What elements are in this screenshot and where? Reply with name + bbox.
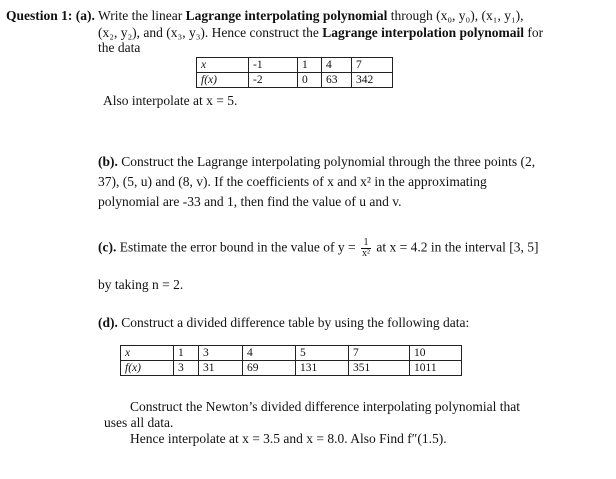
question-line-1 <box>6 7 524 24</box>
data-table-d <box>120 345 462 376</box>
table-cell: -1 <box>249 58 298 73</box>
fraction-denominator: x² <box>362 248 371 259</box>
part-d-label: (d). <box>98 315 118 330</box>
part-c-text-2: by taking n = 2. <box>98 277 184 292</box>
table-cell: 10 <box>410 346 462 361</box>
part-a-text-end: through (x₀, y₀), (x₁, y₁), <box>387 8 524 23</box>
table-cell: 4 <box>243 346 296 361</box>
table-cell: 7 <box>352 58 393 73</box>
part-a-bold-term: Lagrange interpolating polynomial <box>185 8 388 23</box>
part-b-label: (b). <box>98 154 118 169</box>
table-cell: 69 <box>243 361 296 376</box>
table-cell: 1 <box>298 58 322 73</box>
question-heading: Question 1: <box>6 8 73 23</box>
part-b-line-2 <box>98 173 487 190</box>
part-c-text-1: Estimate the error bound in the value of y = <box>119 239 356 255</box>
table-cell: 131 <box>296 361 349 376</box>
part-a-label: (a). <box>75 8 95 23</box>
table-cell: 351 <box>349 361 410 376</box>
part-c-text-1-end: at x = 4.2 in the interval [3, 5] <box>376 239 539 255</box>
part-a-text-2-end: for <box>524 25 544 40</box>
question-line-3 <box>98 39 140 56</box>
table-cell: 7 <box>349 346 410 361</box>
table-cell: 3 <box>199 346 243 361</box>
part-c-line-2 <box>98 276 183 293</box>
table-cell: f(x) <box>121 361 174 376</box>
table-cell: 31 <box>199 361 243 376</box>
table-cell: f(x) <box>197 73 249 88</box>
table-cell: 3 <box>174 361 199 376</box>
part-d-after-text-3: Hence interpolate at x = 3.5 and x = 8.0. Also Find f″(1.5). <box>130 431 447 446</box>
table-row-x <box>121 346 462 361</box>
part-b-text-1: Construct the Lagrange interpolating polynomial through the three points (2, <box>121 154 536 169</box>
fraction <box>361 238 371 259</box>
data-table-a <box>196 57 393 88</box>
part-d-line-1 <box>98 314 469 331</box>
question-line-2 <box>98 24 543 41</box>
part-b-text-2: 37), (5, u) and (8, v). If the coefficients of x and x² in the approximating <box>98 174 487 189</box>
table-row-x <box>197 58 393 73</box>
part-a-text: Write the linear <box>98 8 186 23</box>
table-cell: x <box>197 58 249 73</box>
part-d-text-1: Construct a divided difference table by using the following data: <box>121 315 470 330</box>
part-a-text-3: the data <box>98 40 141 55</box>
table-cell: 4 <box>322 58 352 73</box>
part-a-bold-term-2: Lagrange interpolation polynomail <box>322 25 525 40</box>
part-b-text-3: polynomial are -33 and 1, then find the value of u and v. <box>98 194 402 209</box>
fraction-numerator: 1 <box>361 238 371 249</box>
part-d-after-3 <box>130 430 447 447</box>
table-row-fx <box>121 361 462 376</box>
table-row-fx <box>197 73 393 88</box>
table-cell: 342 <box>352 73 393 88</box>
table-cell: 5 <box>296 346 349 361</box>
part-d-after-text-1: Construct the Newton’s divided difference interpolating polynomial that <box>130 399 521 414</box>
table-cell: x <box>121 346 174 361</box>
part-b-line-3 <box>98 193 402 210</box>
part-b-line-1 <box>98 153 535 170</box>
part-d-after-1 <box>130 398 520 415</box>
table-cell: 0 <box>298 73 322 88</box>
part-a-after-text: Also interpolate at x = 5. <box>103 93 238 108</box>
table-cell: 1 <box>174 346 199 361</box>
part-d-after-text-2: uses all data. <box>104 415 174 430</box>
part-c-label: (c). <box>98 239 117 255</box>
part-d-after-2 <box>104 414 173 431</box>
part-a-text-2: (x₂, y₂), and (x₃, y₃). Hence construct the <box>98 25 323 40</box>
table-cell: 63 <box>322 73 352 88</box>
part-c-line-1 <box>98 238 538 259</box>
table-cell: -2 <box>249 73 298 88</box>
part-a-after <box>103 92 237 109</box>
table-cell: 1011 <box>410 361 462 376</box>
